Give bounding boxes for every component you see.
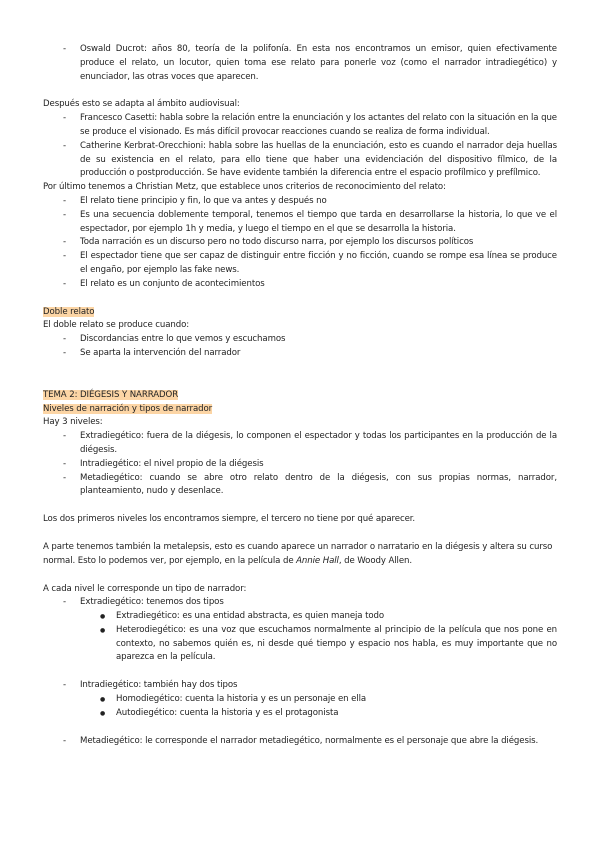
sub-list-item: ● Homodiegético: cuenta la historia y es un personaje en ella [43, 693, 557, 707]
metz-list [43, 195, 557, 292]
document-page [43, 43, 557, 748]
list-item: - Francesco Casetti: habla sobre la relación entre la enunciación y los actantes del relato con la situación en la que se produce el visionado. Es más difícil provocar reacciones cuando se realiza de forma individual. [43, 112, 557, 140]
metz-intro: Por último tenemos a Christian Metz, que establece unos criterios de reconocimiento del relato: [43, 182, 446, 193]
sub-list-item: ● Autodiegético: cuenta la historia y es el protagonista [43, 707, 557, 721]
list-item: - El relato tiene principio y fin, lo que va antes y después no [43, 195, 557, 209]
metalepsis-text-end: , de Woody Allen. [338, 555, 412, 566]
sub-list-item: ● Heterodiegético: es una voz que escuchamos normalmente al principio de la película que nos pone en contexto, no sabemos quién es, ni desde qué tiempo y espacio nos habla, es muy importante que no aparezca en la película. [43, 624, 557, 665]
list-item: - Catherine Kerbrat-Orecchioni: habla sobre las huellas de la enunciación, esto es cuando el narrador deja huellas de su existencia en el relato, para ello tiene que haber una evidenciación del dispositivo fílmico, de la producción o postproducción. Se have evidente también la diferencia entre el espacio profílmico y prefílmico. [43, 140, 557, 181]
list-item: - Extradiegético: tenemos dos tipos [43, 596, 557, 610]
meta-list [43, 735, 557, 749]
doble-relato-heading: Doble relato [43, 306, 95, 317]
metalepsis-text: A parte tenemos también la metalepsis, esto es cuando aparece un narrador o narratario en la diégesis y altera su curso normal. Esto lo podemos ver, por ejemplo, en la película de [43, 541, 553, 566]
levels-note: Los dos primeros niveles los encontramos siempre, el tercero no tiene por qué aparecer. [43, 514, 416, 525]
list-item: - Se aparta la intervención del narrador [43, 347, 557, 361]
list-item: - Toda narración es un discurso pero no todo discurso narra, por ejemplo los discursos políticos [43, 236, 557, 250]
film-title: Annie Hall [296, 555, 339, 566]
list-item: - Metadiegético: cuando se abre otro relato dentro de la diégesis, con sus propias normas, narrador, planteamiento, nudo y desenlace. [43, 472, 557, 500]
levels-intro: Hay 3 niveles: [43, 417, 103, 428]
metalepsis-paragraph [43, 541, 557, 569]
tema2-heading: TEMA 2: DIÉGESIS Y NARRADOR [43, 389, 179, 400]
intra-list [43, 679, 557, 720]
list-item: - Oswald Ducrot: años 80, teoría de la polifonía. En esta nos encontramos un emisor, quien efectivamente produce el relato, un locutor, quien toma ese relato para ponerle voz (como el narrador intradiegético) y enunciador, las otras voces que aparecen. [43, 43, 557, 84]
list-item: - Discordancias entre lo que vemos y escuchamos [43, 333, 557, 347]
doble-relato-list [43, 333, 557, 361]
doble-relato-intro: El doble relato se produce cuando: [43, 320, 190, 331]
audiovisual-list [43, 112, 557, 181]
narrator-intro: A cada nivel le corresponde un tipo de narrador: [43, 583, 247, 594]
sub-list-item: ● Extradiegético: es una entidad abstracta, es quien maneja todo [43, 610, 557, 624]
list-item: - El relato es un conjunto de acontecimientos [43, 278, 557, 292]
list-item: - Es una secuencia doblemente temporal, tenemos el tiempo que tarda en desarrollarse la historia, lo que ve el espectador, por ejemplo 1h y media, y luego el tiempo en el que se desarrolla la historia. [43, 209, 557, 237]
list-item: - Intradiegético: el nivel propio de la diégesis [43, 458, 557, 472]
intro-list [43, 43, 557, 84]
narrator-list [43, 596, 557, 665]
tema2-subheading: Niveles de narración y tipos de narrador [43, 403, 213, 414]
list-item: - Extradiegético: fuera de la diégesis, lo componen el espectador y todas los participantes en la producción de la diégesis. [43, 430, 557, 458]
list-item: - Intradiegético: también hay dos tipos [43, 679, 557, 693]
levels-list [43, 430, 557, 499]
list-item: - Metadiegético: le corresponde el narrador metadiegético, normalmente es el personaje que abre la diégesis. [43, 735, 557, 749]
audiovisual-intro: Después esto se adapta al ámbito audiovisual: [43, 99, 240, 110]
list-item: - El espectador tiene que ser capaz de distinguir entre ficción y no ficción, cuando se rompe esa línea se produce el engaño, por ejemplo las fake news. [43, 250, 557, 278]
